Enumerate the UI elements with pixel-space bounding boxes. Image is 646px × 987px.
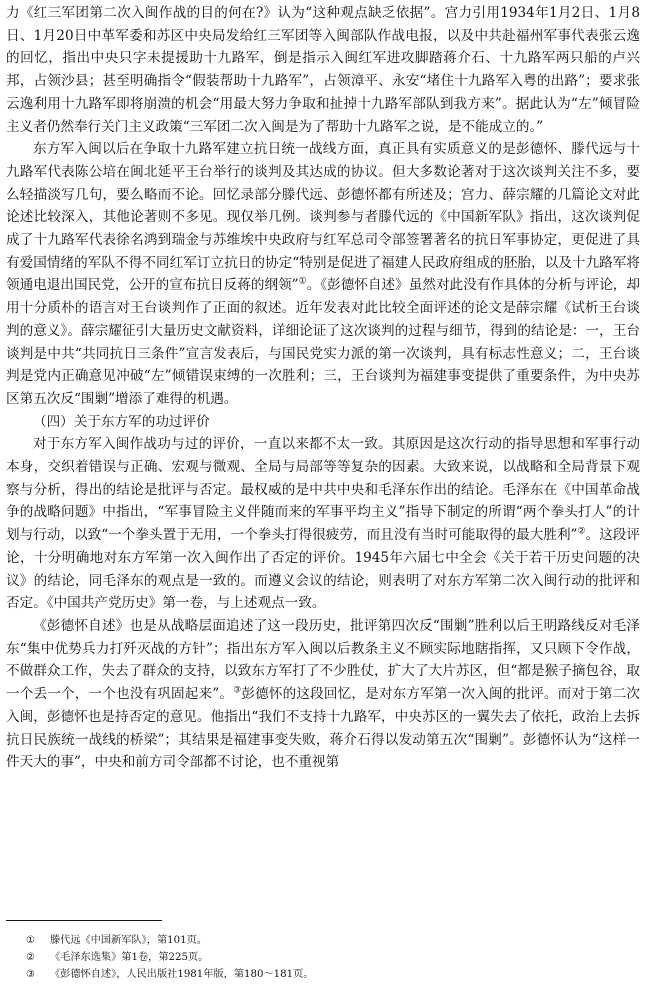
footnote-mark: ②: [26, 952, 36, 963]
footnote-ref-1[interactable]: ①: [298, 276, 307, 287]
footnotes: [26, 932, 626, 983]
footnote-divider: [6, 920, 162, 921]
section-heading: （四）关于东方军的功过评价: [33, 413, 210, 430]
paragraph-evaluation: 对于东方军入闽作战功与过的评价，一直以来都不太一致。其原因是这次行动的指导思想和军事行动本身，交织着错误与正确、宏观与微观、全局与局部等等复杂的因素。大致来说，以战略和全局背景下观察与分析，得出的结论是批评与否定。最权威的是中共中央和毛泽东作出的结论。毛泽东在《中国革命战争的战略问题》中指出，“军事冒险主义伴随而来的军事平均主义”指导下制定的所谓“两个拳头打人”的计划与行动，以致“一个拳头置于无用，一个拳头打得很疲劳，而且没有当时可能取得的最大胜利”②。这段评论，十分明确地对东方军第一次入闽作出了否定的评价。1945年六届七中全会《关于若干历史问题的决议》的结论，同毛泽东的观点是一致的。而遵义会议的结论，则表明了对东方军第二次入闽行动的批评和否定。《中国共产党历史》第一卷，与上述观点一致。: [6, 436, 641, 612]
footnote-mark: ③: [26, 969, 36, 980]
paragraph-continuation: 力《红三军团第二次入闽作战的目的何在?》认为“这种观点缺乏依据”。宫力引用1934年1月2日、1月8日、1月20日中革军委和苏区中央局发给红三军团等入闽部队作战电报，以及中共赴福州军事代表张云逸的回忆，指出中央只字未提援助十九路军，倒是指示入闽红军进攻脚踏蒋介石、十九路军两只船的卢兴邦，占领沙县；甚至明确指令“假装帮助十九路军”，占领漳平、永安“堵住十九路军入粤的出路”；要求张云逸利用十九路军即将崩溃的机会“用最大努力争取和扯掉十九路军部队到我方来”。据此认为“左”倾冒险主义者仍然奉行关门主义政策“三军团二次入闽是为了帮助十九路军之说，是不能成立的。”: [6, 5, 640, 135]
footnote-item: [26, 966, 626, 983]
paragraph-peng-dehuai: 《彭德怀自述》也是从战略层面追述了这一段历史，批评第四次反“围剿”胜利以后王明路线反对毛泽东“集中优势兵力打歼灭战的方针”；指出东方军入闽以后教条主义不顾实际地瞎指挥，又只顾下令作战，不做群众工作，失去了群众的支持，以致东方军打了不少胜仗，扩大了大片苏区，但“都是猴子摘包谷，取一个丢一个，一个也没有巩固起来”。③彭德怀的这段回忆，是对东方军第一次入闽的批评。而对于第二次入闽，彭德怀也是持否定的意见。他指出“我们不支持十九路军，中央苏区的一翼失去了依托，政治上去拆抗日民族统一战线的桥梁”；其结果是福建事变失败，蒋介石得以发动第五次“围剿”。彭德怀认为“这样一件天大的事”，中央和前方司令部都不讨论，也不重视第: [6, 617, 641, 771]
footnote-item: [26, 949, 626, 966]
footnote-ref-2[interactable]: ②: [577, 526, 586, 537]
footnote-ref-3[interactable]: ③: [233, 685, 242, 696]
paragraph-wangtai-talks: 东方军入闽以后在争取十九路军建立抗日统一战线方面，真正具有实质意义的是彭德怀、滕代远与十九路军代表陈公培在闽北延平王台举行的谈判及其达成的协议。但大多数论著对于这次谈判关注不多，要么轻描淡写几句，要么略而不论。回忆录部分滕代远、彭德怀都有所述及；宫力、薛宗耀的几篇论文对此论述比较深入，其他论著则不多见。现仅举几例。谈判参与者滕代远的《中国新军队》指出，这次谈判促成了十九路军代表徐名鸿到瑞金与苏维埃中央政府与红军总司令部签署著名的抗日军事协定，更促进了具有爱国情绪的军队不得不同红军订立抗日的协定“特别是促进了福建人民政府组成的胚胎，以及十九路军将领通电退出国民党，公开的宣布抗日反蒋的纲领”①。《彭德怀自述》虽然对此没有作具体的分析与评论，却用十分质朴的语言对王台谈判作了正面的叙述。近年发表对此比较全面评述的论文是薛宗耀《试析王台谈判的意义》。薛宗耀征引大量历史文献资料，详细论证了这次谈判的过程与细节，得到的结论是：一，王台谈判是中共“共同抗日三条件”宣言发表后，与国民党实力派的第一次谈判，具有标志性意义；二，王台谈判是党内正确意见冲破“左”倾错误束缚的一次胜利；三，王台谈判为福建事变提供了重要条件，为中央苏区第五次反“围剿”增添了难得的机遇。: [6, 141, 640, 407]
body-text: [6, 2, 640, 774]
footnote-mark: ①: [26, 935, 36, 946]
footnote-text: 《毛泽东选集》第1卷，第225页。: [50, 952, 209, 963]
footnote-text: 《彭德怀自述》，人民出版社1981年版，第180～181页。: [50, 969, 314, 980]
footnote-item: [26, 932, 626, 949]
footnote-text: 滕代远《中国新军队》，第101页。: [50, 935, 207, 946]
